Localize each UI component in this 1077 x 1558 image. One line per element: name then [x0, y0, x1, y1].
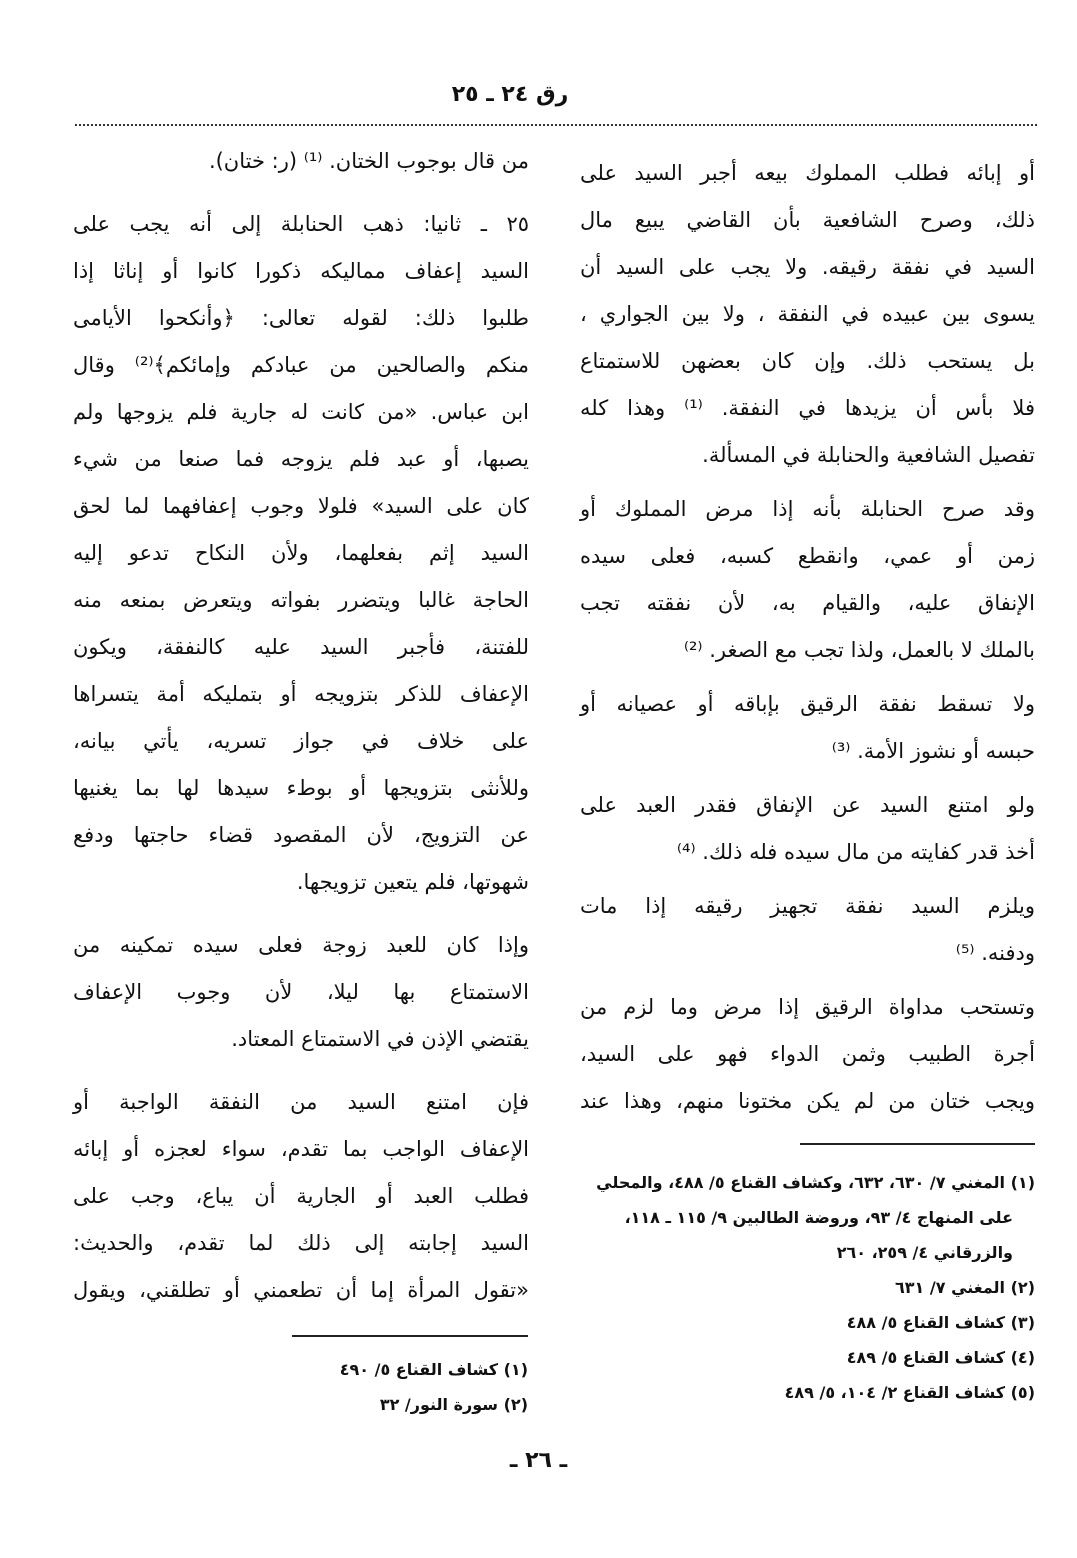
running-header: رق ٢٤ ـ ٢٥: [451, 82, 569, 107]
text-line: ابن عباس. «من كانت له جارية فلم يزوجها ولم: [73, 400, 529, 424]
text-line: ودفنه. ⁽⁵⁾: [955, 941, 1035, 965]
paragraph: [73, 201, 529, 906]
text-line: الإنفاق عليه، والقيام به، لأن نفقته تجب: [580, 591, 1035, 615]
footnote-line: (١) كشاف القناع ٥/ ٤٩٠: [339, 1360, 528, 1379]
text-line: يقتضي الإذن في الاستمتاع المعتاد.: [231, 1027, 529, 1051]
text-line: ويلزم السيد نفقة تجهيز رقيقه إذا مات: [580, 894, 1035, 918]
text-line: فإن امتنع السيد من النفقة الواجبة أو: [73, 1090, 529, 1114]
text-line: السيد إعفاف مماليكه ذكورا كانوا أو إناثا إذا: [73, 259, 529, 283]
text-line: شهوتها، فلم يتعين تزويجها.: [296, 870, 529, 894]
paragraph: [580, 681, 1035, 775]
footnote-line: والزرقاني ٤/ ٢٥٩، ٢٦٠: [836, 1243, 1013, 1262]
left-column: [73, 138, 529, 1314]
paragraph: [73, 1079, 529, 1314]
footnote-line: (١) المغني ٧/ ٦٣٠، ٦٣٢، وكشاف القناع ٥/ ٤٨٨، والمحلي: [596, 1173, 1035, 1192]
text-line: «تقول المرأة إما أن تطعمني أو تطلقني، ويقول: [73, 1278, 529, 1302]
text-line: منكم والصالحين من عبادكم وإمائكم﴾⁽²⁾ وقال: [73, 353, 530, 377]
paragraph: [73, 922, 529, 1063]
text-line: ولا تسقط نفقة الرقيق بإباقه أو عصيانه أو: [580, 692, 1035, 716]
text-line: يصبها، أو عبد فلم يزوجه فما صنعا من شيء: [73, 447, 529, 471]
text-line: عن التزويج، لأن المقصود قضاء حاجتها ودفع: [73, 823, 529, 847]
left-footnote-separator: [292, 1335, 528, 1337]
text-line: ذلك، وصرح الشافعية بأن القاضي يبيع مال: [580, 208, 1035, 232]
text-line: طلبوا ذلك: لقوله تعالى: ﴿وأنكحوا الأيامى: [73, 306, 529, 330]
text-line: بالملك لا بالعمل، ولذا تجب مع الصغر. ⁽²⁾: [683, 638, 1035, 662]
footnote-line: على المنهاج ٤/ ٩٣، وروضة الطالبين ٩/ ١١٥ ـ ١١٨،: [624, 1208, 1013, 1227]
text-line: ولو امتنع السيد عن الإنفاق فقدر العبد على: [580, 793, 1035, 817]
text-line: أو إبائه فطلب المملوك بيعه أجبر السيد على: [580, 161, 1035, 185]
paragraph: [580, 984, 1035, 1125]
text-line: على خلاف في جواز تسريه، يأتي بيانه،: [73, 729, 529, 753]
text-line: السيد في نفقة رقيقه. ولا يجب على السيد أن: [580, 255, 1035, 279]
text-line: وإذا كان للعبد زوجة فعلى سيده تمكينه من: [73, 933, 529, 957]
page-number: ـ ٢٦ ـ: [509, 1448, 568, 1473]
text-line: الإعفاف للذكر بتزويجه أو بتمليكه أمة يتسراها: [73, 682, 529, 706]
header-dotted-rule: [75, 124, 1037, 126]
text-line: كان على السيد» فلولا وجوب إعفافهما لما لحق: [73, 494, 529, 518]
text-line: وللأنثى بتزويجها أو بوطء سيدها لها بما يغنيها: [73, 776, 529, 800]
footnote-line: (٢) المغني ٧/ ٦٣١: [895, 1278, 1035, 1297]
paragraph: [580, 883, 1035, 977]
text-line: للفتنة، فأجبر السيد عليه كالنفقة، ويكون: [73, 635, 529, 659]
right-column: [580, 150, 1035, 1125]
paragraph: [580, 782, 1035, 876]
left-footnotes: [228, 1352, 528, 1422]
footnote-line: (٥) كشاف القناع ٢/ ١٠٤، ٥/ ٤٨٩: [784, 1383, 1035, 1402]
text-line: أجرة الطبيب وثمن الدواء فهو على السيد،: [580, 1042, 1035, 1066]
text-line: ويجب ختان من لم يكن مختونا منهم، وهذا عند: [580, 1089, 1035, 1113]
text-line: تفصيل الشافعية والحنابلة في المسألة.: [702, 443, 1035, 467]
footnote-line: (٤) كشاف القناع ٥/ ٤٨٩: [846, 1348, 1035, 1367]
text-line: الحاجة غالبا ويتضرر بفواته ويتعرض بمنعه منه: [73, 588, 529, 612]
paragraph: [580, 150, 1035, 479]
text-line: الإعفاف الواجب بما تقدم، سواء لعجزه أو إبائه: [73, 1137, 529, 1161]
text-line: زمن أو عمي، وانقطع كسبه، فعلى سيده: [580, 544, 1035, 568]
text-line: فطلب العبد أو الجارية أن يباع، وجب على: [73, 1184, 529, 1208]
text-line: يسوى بين عبيده في النفقة ، ولا بين الجواري ،: [580, 302, 1035, 326]
text-line: ٢٥ ـ ثانيا: ذهب الحنابلة إلى أنه يجب على: [73, 212, 529, 236]
text-line: حبسه أو نشوز الأمة. ⁽³⁾: [831, 739, 1035, 763]
paragraph: [580, 486, 1035, 674]
text-line: السيد إثم بفعلهما، ولأن النكاح تدعو إليه: [73, 541, 529, 565]
text-line: الاستمتاع بها ليلا، لأن وجوب الإعفاف: [73, 980, 529, 1004]
text-line: فلا بأس أن يزيدها في النفقة. ⁽¹⁾ وهذا كله: [580, 396, 1035, 420]
right-footnotes: [560, 1165, 1035, 1410]
text-line: من قال بوجوب الختان. ⁽¹⁾ (ر: ختان).: [208, 149, 529, 173]
text-line: السيد إجابته إلى ذلك لما تقدم، والحديث:: [73, 1231, 529, 1255]
text-line: وتستحب مداواة الرقيق إذا مرض وما لزم من: [580, 995, 1035, 1019]
footnote-line: (٢) سورة النور/ ٣٢: [379, 1395, 528, 1414]
paragraph: [73, 138, 529, 185]
text-line: أخذ قدر كفايته من مال سيده فله ذلك. ⁽⁴⁾: [676, 840, 1035, 864]
footnote-line: (٣) كشاف القناع ٥/ ٤٨٨: [846, 1313, 1035, 1332]
text-line: وقد صرح الحنابلة بأنه إذا مرض المملوك أو: [580, 497, 1035, 521]
text-line: بل يستحب ذلك. وإن كان بعضهن للاستمتاع: [580, 349, 1035, 373]
right-footnote-separator: [800, 1143, 1035, 1145]
